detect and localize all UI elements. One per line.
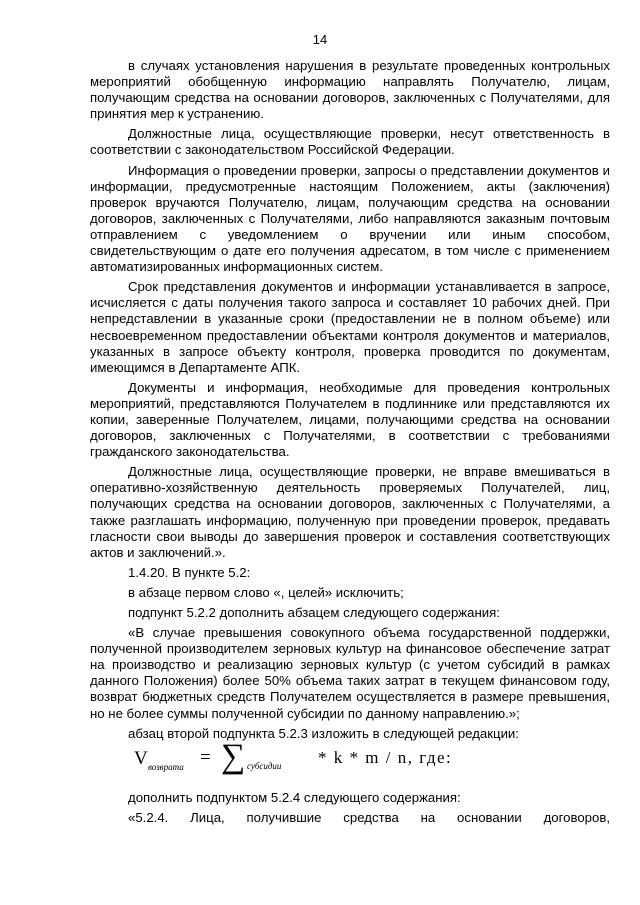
formula-equals: =	[200, 746, 211, 768]
paragraph: «В случае превышения совокупного объема государственной поддержки, полученной производителем зерновых культур на финансовое обеспечение затрат на производство и реализацию зерновых культур (с учетом субсидий в рамках данного Положения) более 50% объема таких затрат в текущем финансовом году, возврат бюджетных средств Получателем осуществляется в размере превышения, но не более суммы полученной субсидии по данному направлению.»;	[90, 625, 610, 721]
paragraph: Срок представления документов и информации устанавливается в запросе, исчисляется с даты получения такого запроса и составляет 10 рабочих дней. При непредставлении в указанные сроки (предоставлении не в полном объеме) или несвоевременном предоставлении объектами контроля документов и материалов, указанных в запросе объекту контроля, проверка проводится по документам, имеющимся в Департаменте АПК.	[90, 279, 610, 375]
paragraph: подпункт 5.2.2 дополнить абзацем следующего содержания:	[128, 605, 500, 620]
paragraph: Документы и информация, необходимые для проведения контрольных мероприятий, представляются Получателем в подлиннике или представляются их копии, заверенные Получателем, лицами, получающими средства на основании договоров, заключенных с Получателями, в соответствии с требованиями гражданского законодательства.	[90, 379, 610, 460]
paragraph: абзац второй подпункта 5.2.3 изложить в следующей редакции:	[128, 725, 519, 741]
paragraph: 1.4.20. В пункте 5.2:	[128, 564, 251, 580]
paragraph: «5.2.4. Лица, получившие средства на основании договоров,	[128, 809, 610, 825]
paragraph: Должностные лица, осуществляющие проверки, несут ответственность в соответствии с законодательством Российской Федерации.	[90, 126, 610, 158]
formula-v-subscript: возврата	[148, 761, 184, 772]
document-body	[90, 58, 610, 830]
paragraph: Должностные лица, осуществляющие проверки, не вправе вмешиваться в оперативно-хозяйственную деятельность проверяемых Получателей, лиц, получающих средства на основании договоров, заключенных с Получателями, а также разглашать информацию, полученную при проведении проверок, предавать гласности свои выводы до завершения проверок и составления соответствующих актов и заключений.».	[90, 464, 610, 560]
paragraph: в абзаце первом слово «, целей» исключить;	[128, 584, 404, 600]
page-number: 14	[312, 32, 328, 47]
paragraph: дополнить подпунктом 5.2.4 следующего содержания:	[128, 789, 461, 805]
formula-expression: * k * m / n, где:	[318, 747, 453, 767]
formula-v: V	[134, 747, 148, 769]
refund-formula	[90, 737, 610, 784]
paragraph: Информация о проведении проверки, запросы о представлении документов и информации, предусмотренные настоящим Положением, акты (заключения) проверок вручаются Получателю, лицам, получающим средства на основании договоров, заключенных с Получателями, либо направляются заказным почтовым отправлением с уведомлением о вручении или иным способом, свидетельствующим о дате его получения адресатом, в том числе с применением автоматизированных информационных систем.	[90, 162, 610, 275]
sum-symbol: ∑	[221, 737, 246, 775]
formula-sum-subscript: субсидии	[247, 760, 282, 771]
paragraph: в случаях установления нарушения в результате проведенных контрольных мероприятий обобщенную информацию направлять Получателю, лицам, получающим средства на основании договоров, заключенных с Получателями, для принятия мер к устранению.	[90, 58, 610, 122]
